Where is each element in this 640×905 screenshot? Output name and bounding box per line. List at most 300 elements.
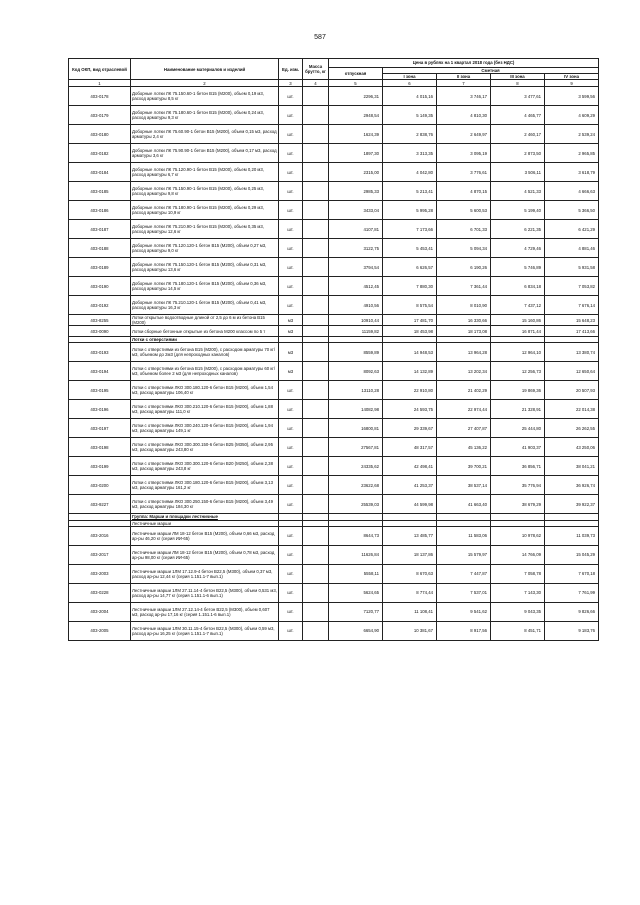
price-zone-4: 26 262,55 xyxy=(545,419,599,438)
price-zone-3: 36 856,71 xyxy=(491,457,545,476)
item-name: Лотки с отверстиями ЛКО 300.300.120-6 бетон В20 (М250), объем 2,38 м3, расход арматуры 243,8 кг xyxy=(131,457,279,476)
item-code: 403-0182 xyxy=(69,144,131,163)
price-zone-4: 13 380,74 xyxy=(545,343,599,362)
item-name: Добоpные лотки ЛК 75.150.90-1 бетон В15 (М200), объем 0,25 м3, расход арматуры 9,8 кг xyxy=(131,182,279,201)
price-zone-3: 3 477,61 xyxy=(491,87,545,106)
price-zone-1: 22 910,80 xyxy=(383,381,437,400)
col-number: 1 xyxy=(69,80,131,87)
price-release: 8644,73 xyxy=(329,526,383,545)
subsection-title: Лестничные марши xyxy=(131,520,279,526)
item-name: Лестничные марши ЛМ 18-12 бетон В15 (М200), объем 0,78 м3, расход ар-ры 98,00 кг (серия ИИ-65) xyxy=(131,545,279,564)
price-zone-4: 4 881,46 xyxy=(545,239,599,258)
item-name: Доборные лотки ЛК 75.150.60-1 бетон В15 (М200), объем 0,19 м3, расход арматуры 8,5 кг xyxy=(131,87,279,106)
price-zone-1: 11 108,41 xyxy=(383,602,437,621)
item-name: Добоpные лотки ЛК 75.210.90-1 бетон В15 (М200), объем 0,35 м3, расход арматуры 12,6 кг xyxy=(131,220,279,239)
price-zone-1: 4 042,80 xyxy=(383,163,437,182)
item-name: Добоpные лотки ЛК 75.210.120-1 бетон В15 (М200), объем 0,41 м3, расход арматуры 16,3 кг xyxy=(131,296,279,315)
item-mass xyxy=(303,182,329,201)
item-mass xyxy=(303,125,329,144)
item-name: Лотки с отверстиями из бетона В15 (М200), с расходом арматуры 70 кг/м3, объемом до 2м3 (для непроходных каналов) xyxy=(131,343,279,362)
price-zone-2: 38 537,14 xyxy=(437,476,491,495)
item-mass xyxy=(303,583,329,602)
price-zone-4: 12 650,64 xyxy=(545,362,599,381)
price-zone-3: 21 328,91 xyxy=(491,400,545,419)
price-release: 5624,65 xyxy=(329,583,383,602)
price-zone-3: 12 256,73 xyxy=(491,362,545,381)
price-release: 1624,39 xyxy=(329,125,383,144)
item-code: 403-0184 xyxy=(69,163,131,182)
item-unit: шт. xyxy=(279,400,303,419)
price-release: 24335,62 xyxy=(329,457,383,476)
price-table xyxy=(68,58,599,641)
price-release: 8559,89 xyxy=(329,343,383,362)
item-unit: шт. xyxy=(279,438,303,457)
price-zone-3: 4 465,77 xyxy=(491,106,545,125)
price-zone-4: 7 053,82 xyxy=(545,277,599,296)
item-mass xyxy=(303,419,329,438)
price-zone-2: 3 776,61 xyxy=(437,163,491,182)
item-code: 403-0190 xyxy=(69,277,131,296)
price-zone-4: 4 666,63 xyxy=(545,182,599,201)
table-row xyxy=(69,258,599,277)
table-row xyxy=(69,326,599,337)
item-mass xyxy=(303,87,329,106)
item-code: 403-0196 xyxy=(69,400,131,419)
price-zone-3: 41 903,37 xyxy=(491,438,545,457)
price-zone-3: 4 521,33 xyxy=(491,182,545,201)
item-unit: шт. xyxy=(279,296,303,315)
item-code: 403-0187 xyxy=(69,220,131,239)
item-code: 403-0188 xyxy=(69,239,131,258)
price-zone-1: 14 132,89 xyxy=(383,362,437,381)
item-unit: шт. xyxy=(279,201,303,220)
price-zone-2: 41 663,40 xyxy=(437,495,491,514)
price-zone-3: 6 221,35 xyxy=(491,220,545,239)
item-name: Лотки с отверстиями ЛКО 300.210.120-6 бетон В15 (М200), объем 1,88 м3, расход арматуры 111,0 кг xyxy=(131,400,279,419)
table-row xyxy=(69,106,599,125)
item-unit: шт. xyxy=(279,87,303,106)
item-unit: шт. xyxy=(279,621,303,640)
price-zone-1: 5 995,28 xyxy=(383,201,437,220)
header-price-group: Цена в рублях на 1 квартал 2018 года (без НДС) xyxy=(329,59,599,68)
header-zone-1: I зона xyxy=(383,74,437,80)
item-mass xyxy=(303,457,329,476)
section-title: Лотки с отверстиями xyxy=(131,337,279,343)
item-code: 403-0179 xyxy=(69,106,131,125)
price-zone-4: 5 931,58 xyxy=(545,258,599,277)
table-row xyxy=(69,201,599,220)
item-unit: шт. xyxy=(279,476,303,495)
header-zone-3: III зона xyxy=(491,74,545,80)
price-zone-4: 9 183,76 xyxy=(545,621,599,640)
item-mass xyxy=(303,362,329,381)
item-mass xyxy=(303,545,329,564)
price-zone-2: 45 136,22 xyxy=(437,438,491,457)
item-unit: шт. xyxy=(279,602,303,621)
price-release: 11159,82 xyxy=(329,326,383,337)
item-code: 403-0195 xyxy=(69,381,131,400)
price-release: 5558,11 xyxy=(329,564,383,583)
table-row xyxy=(69,495,599,514)
table-row xyxy=(69,163,599,182)
item-code: 403-0185 xyxy=(69,182,131,201)
item-code: 403-0200 xyxy=(69,476,131,495)
item-mass xyxy=(303,106,329,125)
col-number: 4 xyxy=(303,80,329,87)
price-zone-1: 13 485,77 xyxy=(383,526,437,545)
price-release: 7120,77 xyxy=(329,602,383,621)
price-zone-2: 8 917,56 xyxy=(437,621,491,640)
price-zone-4: 4 609,29 xyxy=(545,106,599,125)
item-mass xyxy=(303,277,329,296)
table-row xyxy=(69,144,599,163)
price-release: 2315,00 xyxy=(329,163,383,182)
price-zone-3: 7 143,30 xyxy=(491,583,545,602)
item-code: 403-2005 xyxy=(69,621,131,640)
price-zone-2: 8 010,90 xyxy=(437,296,491,315)
price-zone-3: 7 437,12 xyxy=(491,296,545,315)
price-zone-4: 3 618,79 xyxy=(545,163,599,182)
table-row xyxy=(69,545,599,564)
item-unit: шт. xyxy=(279,144,303,163)
price-release: 2985,33 xyxy=(329,182,383,201)
price-zone-1: 6 626,57 xyxy=(383,258,437,277)
price-zone-3: 25 444,80 xyxy=(491,419,545,438)
price-release: 13110,28 xyxy=(329,381,383,400)
item-unit: шт. xyxy=(279,381,303,400)
price-zone-3: 35 776,94 xyxy=(491,476,545,495)
price-release: 6654,90 xyxy=(329,621,383,640)
price-zone-2: 5 094,34 xyxy=(437,239,491,258)
item-unit: шт. xyxy=(279,239,303,258)
item-name: Лотки с отверстиями ЛКО 300.180.120-6 бетон В15 (М200), объем 3,13 м3, расход арматуры 161,2 кг xyxy=(131,476,279,495)
item-mass xyxy=(303,343,329,362)
price-zone-2: 9 541,62 xyxy=(437,602,491,621)
price-zone-2: 7 537,01 xyxy=(437,583,491,602)
item-code: 403-2016 xyxy=(69,526,131,545)
price-zone-1: 8 670,63 xyxy=(383,564,437,583)
price-zone-2: 15 579,97 xyxy=(437,545,491,564)
price-zone-4: 2 539,24 xyxy=(545,125,599,144)
price-release: 27567,81 xyxy=(329,438,383,457)
price-zone-1: 8 575,54 xyxy=(383,296,437,315)
price-zone-2: 22 974,44 xyxy=(437,400,491,419)
table-row xyxy=(69,457,599,476)
item-name: Добоpные лотки ЛК 75.120.120-1 бетон В15 (М200), объем 0,27 м3, расход арматуры 9,0 кг xyxy=(131,239,279,258)
price-zone-4: 7 670,18 xyxy=(545,564,599,583)
price-zone-1: 7 173,66 xyxy=(383,220,437,239)
table-row xyxy=(69,381,599,400)
item-unit: шт. xyxy=(279,495,303,514)
item-code: 403-8255 xyxy=(69,315,131,326)
price-zone-4: 20 507,93 xyxy=(545,381,599,400)
price-zone-4: 36 926,74 xyxy=(545,476,599,495)
item-mass xyxy=(303,381,329,400)
item-code: 403-0193 xyxy=(69,343,131,362)
col-number: 2 xyxy=(131,80,279,87)
price-zone-3: 7 058,78 xyxy=(491,564,545,583)
price-zone-3: 12 964,10 xyxy=(491,343,545,362)
col-number: 5 xyxy=(329,80,383,87)
item-code: 403-0180 xyxy=(69,125,131,144)
price-zone-1: 18 137,86 xyxy=(383,545,437,564)
price-zone-1: 14 948,53 xyxy=(383,343,437,362)
price-zone-3: 9 043,35 xyxy=(491,602,545,621)
price-zone-4: 22 014,38 xyxy=(545,400,599,419)
table-row xyxy=(69,315,599,326)
price-zone-3: 19 869,36 xyxy=(491,381,545,400)
price-zone-2: 2 649,97 xyxy=(437,125,491,144)
item-code: 403-0198 xyxy=(69,438,131,457)
price-zone-2: 16 330,66 xyxy=(437,315,491,326)
item-code: 403-0199 xyxy=(69,457,131,476)
item-code: 403-0192 xyxy=(69,296,131,315)
item-mass xyxy=(303,602,329,621)
price-zone-2: 18 173,08 xyxy=(437,326,491,337)
item-unit: м3 xyxy=(279,343,303,362)
item-name: Лестничные марши 1ЛМ 27.11.14-4 бетон В22,5 (М300), объем 0,531 м3, расход ар-ры 14,77 кг (серия 1.151.1-6 вып.1) xyxy=(131,583,279,602)
item-name: Добоpные лотки ЛК 75.180.60-1 бетон В15 (М200), объем 0,24 м3, расход арматуры 9,3 кг xyxy=(131,106,279,125)
item-unit: шт. xyxy=(279,163,303,182)
col-number: 8 xyxy=(491,80,545,87)
item-mass xyxy=(303,526,329,545)
price-release: 14082,98 xyxy=(329,400,383,419)
price-zone-3: 5 746,89 xyxy=(491,258,545,277)
price-zone-3: 10 978,62 xyxy=(491,526,545,545)
item-code: 403-2004 xyxy=(69,602,131,621)
price-zone-4: 11 039,73 xyxy=(545,526,599,545)
price-zone-2: 3 746,17 xyxy=(437,87,491,106)
price-zone-4: 5 366,50 xyxy=(545,201,599,220)
price-zone-4: 7 676,14 xyxy=(545,296,599,315)
item-unit: шт. xyxy=(279,277,303,296)
price-release: 10910,44 xyxy=(329,315,383,326)
price-release: 1897,30 xyxy=(329,144,383,163)
col-number: 9 xyxy=(545,80,599,87)
price-release: 4512,45 xyxy=(329,277,383,296)
price-zone-3: 5 199,40 xyxy=(491,201,545,220)
item-unit: шт. xyxy=(279,564,303,583)
price-zone-1: 17 481,70 xyxy=(383,315,437,326)
price-zone-4: 7 761,99 xyxy=(545,583,599,602)
item-name: Добоpные лотки ЛК 75.180.120-1 бетон В15 (М200), объем 0,36 м3, расход арматуры 14,5 кг xyxy=(131,277,279,296)
col-number: 3 xyxy=(279,80,303,87)
item-name: Лотки с отверстиями из бетона В15 (М200), с расходом арматуры 60 кг/м3, объемом более 2 м3 (для непроходных каналов) xyxy=(131,362,279,381)
price-release: 25539,03 xyxy=(329,495,383,514)
header-estimate: Сметная xyxy=(383,68,599,74)
item-code: 403-9227 xyxy=(69,495,131,514)
item-name: Лестничные марши ЛМ 18-12 бетон В15 (М200), объем 0,66 м3, расход ар-ры 46,20 кг (серия ИИ-65) xyxy=(131,526,279,545)
item-unit: шт. xyxy=(279,125,303,144)
col-number: 7 xyxy=(437,80,491,87)
price-release: 23622,68 xyxy=(329,476,383,495)
item-mass xyxy=(303,144,329,163)
table-row xyxy=(69,583,599,602)
price-zone-1: 5 453,41 xyxy=(383,239,437,258)
price-zone-4: 15 648,23 xyxy=(545,315,599,326)
price-zone-2: 13 964,28 xyxy=(437,343,491,362)
item-name: Лестничные марши 1ЛМ 27.12.14-4 бетон В22,5 (М300), объем 0,607 м3, расход ар-ры 17,16 кг (серия 1.151.1-6 вып.1) xyxy=(131,602,279,621)
price-release: 3122,75 xyxy=(329,239,383,258)
price-release: 4107,81 xyxy=(329,220,383,239)
header-code: Код ОКП, вид отраслевой xyxy=(69,59,131,80)
price-release: 2296,31 xyxy=(329,87,383,106)
price-zone-4: 9 826,66 xyxy=(545,602,599,621)
header-unit: Ед. изм. xyxy=(279,59,303,80)
table-row xyxy=(69,419,599,438)
price-zone-3: 4 729,46 xyxy=(491,239,545,258)
price-zone-3: 16 871,44 xyxy=(491,326,545,337)
item-mass xyxy=(303,621,329,640)
item-unit: шт. xyxy=(279,182,303,201)
item-mass xyxy=(303,326,329,337)
item-unit: шт. xyxy=(279,220,303,239)
item-name: Лотки с отверстиями ЛКО 300.240.120-6 бетон В15 (М200), объем 1,94 м3, расход арматуры 149,1 кг xyxy=(131,419,279,438)
price-zone-2: 3 095,19 xyxy=(437,144,491,163)
item-name: Добоpные лотки ЛК 75.120.90-1 бетон В15 (М200), объем 0,20 м3, расход арматуры 6,7 кг xyxy=(131,163,279,182)
price-release: 3794,54 xyxy=(329,258,383,277)
item-code: 403-2017 xyxy=(69,545,131,564)
price-zone-1: 5 149,35 xyxy=(383,106,437,125)
price-zone-4: 43 250,06 xyxy=(545,438,599,457)
price-release: 8092,63 xyxy=(329,362,383,381)
price-zone-2: 4 810,30 xyxy=(437,106,491,125)
price-zone-2: 21 402,29 xyxy=(437,381,491,400)
price-zone-3: 15 160,86 xyxy=(491,315,545,326)
item-mass xyxy=(303,315,329,326)
item-mass xyxy=(303,495,329,514)
header-name: Наименование материалов и изделий xyxy=(131,59,279,80)
item-mass xyxy=(303,476,329,495)
table-row xyxy=(69,182,599,201)
price-zone-2: 6 701,33 xyxy=(437,220,491,239)
item-mass xyxy=(303,296,329,315)
table-body xyxy=(69,87,599,640)
item-name: Лотки с отверстиями ЛКО 300.180.120-6 бетон В15 (М200), объем 1,54 м3, расход арматуры 106,40 кг xyxy=(131,381,279,400)
price-zone-2: 39 700,21 xyxy=(437,457,491,476)
item-unit: м3 xyxy=(279,315,303,326)
price-release: 2948,54 xyxy=(329,106,383,125)
item-code: 403-0189 xyxy=(69,258,131,277)
price-release: 3433,04 xyxy=(329,201,383,220)
item-mass xyxy=(303,163,329,182)
table-row xyxy=(69,438,599,457)
item-unit: шт. xyxy=(279,583,303,602)
price-zone-2: 7 361,44 xyxy=(437,277,491,296)
table-row xyxy=(69,87,599,106)
price-zone-2: 5 600,53 xyxy=(437,201,491,220)
header-zone-2: II зона xyxy=(437,74,491,80)
price-zone-1: 4 015,16 xyxy=(383,87,437,106)
item-unit: м3 xyxy=(279,362,303,381)
price-zone-2: 27 407,87 xyxy=(437,419,491,438)
item-unit: шт. xyxy=(279,106,303,125)
price-zone-1: 48 317,57 xyxy=(383,438,437,457)
price-zone-1: 29 339,67 xyxy=(383,419,437,438)
item-mass xyxy=(303,239,329,258)
item-name: Лестничные марши 1ЛМ 30.11.15-4 бетон В22,5 (М300), объем 0,59 м3, расход ар-ры 16,25 кг (серия 1.151.1-7 вып.1) xyxy=(131,621,279,640)
page-number: 587 xyxy=(314,34,326,41)
item-code: 403-0090 xyxy=(69,326,131,337)
item-unit: шт. xyxy=(279,419,303,438)
item-unit: м3 xyxy=(279,326,303,337)
col-number: 6 xyxy=(383,80,437,87)
price-release: 16800,81 xyxy=(329,419,383,438)
table-row xyxy=(69,526,599,545)
table-row xyxy=(69,239,599,258)
item-name: Лотки сборные бетонные открытые из бетона М200 классом по 5 т xyxy=(131,326,279,337)
table-row xyxy=(69,362,599,381)
item-name: Лотки с отверстиями ЛКО 300.300.150-6 бетон В25 (М350), объем 2,95 м3, расход арматуры 243,80 кг xyxy=(131,438,279,457)
item-name: Лотки с отверстиями ЛКО 300.250.150-6 бетон В15 (М200), объем 3,49 м3, расход арматуры 184,30 кг xyxy=(131,495,279,514)
price-zone-4: 6 421,29 xyxy=(545,220,599,239)
header-release: отпускная xyxy=(329,68,383,80)
item-name: Добоpные лотки ЛК 75.180.90-1 бетон В15 (М200), объем 0,29 м3, расход арматуры 10,9 кг xyxy=(131,201,279,220)
price-zone-2: 6 190,26 xyxy=(437,258,491,277)
item-mass xyxy=(303,201,329,220)
item-code: 403-0186 xyxy=(69,201,131,220)
item-mass xyxy=(303,220,329,239)
table-row xyxy=(69,125,599,144)
table-row xyxy=(69,602,599,621)
price-zone-4: 3 599,56 xyxy=(545,87,599,106)
item-unit: шт. xyxy=(279,258,303,277)
table-row xyxy=(69,621,599,640)
price-zone-1: 24 593,75 xyxy=(383,400,437,419)
table-row xyxy=(69,564,599,583)
item-mass xyxy=(303,400,329,419)
price-zone-3: 14 766,09 xyxy=(491,545,545,564)
price-zone-3: 8 451,71 xyxy=(491,621,545,640)
item-name: Лотки открытые водоотводные длиной от 2,5 до 6 м из бетона В15 (М200) xyxy=(131,315,279,326)
price-zone-1: 41 253,37 xyxy=(383,476,437,495)
price-zone-1: 3 313,35 xyxy=(383,144,437,163)
price-zone-1: 7 880,30 xyxy=(383,277,437,296)
header-mass: Масса брутто, кг xyxy=(303,59,329,80)
item-name: Добоpные лотки ЛК 75.60.90-1 бетон В15 (М200), объем 0,15 м3, расход арматуры 2,4 кг xyxy=(131,125,279,144)
price-zone-2: 7 447,87 xyxy=(437,564,491,583)
item-unit: шт. xyxy=(279,457,303,476)
item-name: Добоpные лотки ЛК 75.90.90-1 бетон В15 (М200), объем 0,17 м3, расход арматуры 3,6 кг xyxy=(131,144,279,163)
price-zone-2: 4 870,15 xyxy=(437,182,491,201)
price-zone-1: 2 838,76 xyxy=(383,125,437,144)
price-release: 4910,56 xyxy=(329,296,383,315)
price-zone-3: 6 834,18 xyxy=(491,277,545,296)
table-row xyxy=(69,343,599,362)
item-unit: шт. xyxy=(279,526,303,545)
table-row xyxy=(69,277,599,296)
header-zone-4: IV зона xyxy=(545,74,599,80)
price-zone-4: 38 041,21 xyxy=(545,457,599,476)
price-zone-2: 13 202,34 xyxy=(437,362,491,381)
table-row xyxy=(69,476,599,495)
price-zone-3: 38 679,29 xyxy=(491,495,545,514)
item-code: 403-2003 xyxy=(69,564,131,583)
item-code: 403-0178 xyxy=(69,87,131,106)
item-name: Лестничные марши 1ЛМ 17.12.9-4 бетон В22,5 (М300), объем 0,37 м3, расход ар-ры 12,44 кг (серия 1.151.1-7 вып.1) xyxy=(131,564,279,583)
item-mass xyxy=(303,564,329,583)
price-zone-3: 2 873,50 xyxy=(491,144,545,163)
item-code: 403-0228 xyxy=(69,583,131,602)
price-zone-1: 44 599,98 xyxy=(383,495,437,514)
item-name: Добоpные лотки ЛК 75.150.120-1 бетон В15 (М200), объем 0,31 м3, расход арматуры 13,6 кг xyxy=(131,258,279,277)
price-release: 11626,84 xyxy=(329,545,383,564)
item-mass xyxy=(303,438,329,457)
price-zone-4: 2 965,85 xyxy=(545,144,599,163)
price-zone-1: 42 498,41 xyxy=(383,457,437,476)
price-zone-1: 8 774,44 xyxy=(383,583,437,602)
price-zone-1: 10 381,67 xyxy=(383,621,437,640)
